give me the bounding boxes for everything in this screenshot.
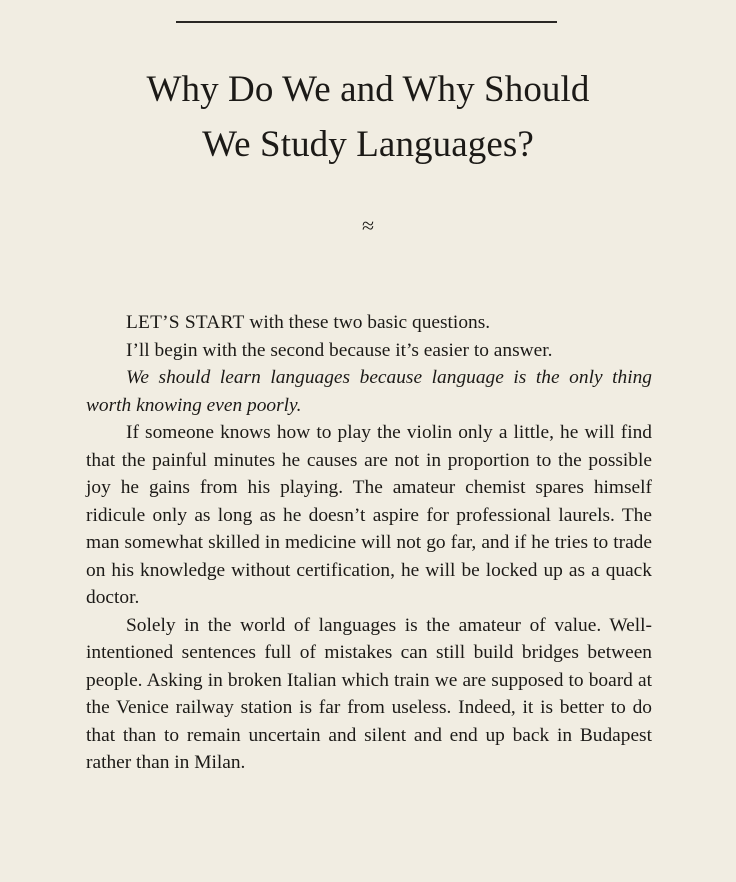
chapter-body bbox=[86, 309, 652, 777]
paragraph-1-lead: LET’S START bbox=[126, 312, 245, 333]
paragraph-5: Solely in the world of languages is the amateur of value. Well-intentioned sentences full of mistakes can still build bridges between people. Asking in broken Italian which train we are supposed to board at the Venice railway station is far from useless. Indeed, it is better to do that than to remain uncertain and silent and end up back in Budapest rather than in Milan. bbox=[86, 614, 652, 773]
chapter-title-line-1: Why Do We and Why Should bbox=[146, 69, 590, 110]
chapter-title bbox=[40, 62, 696, 172]
paragraph-3: We should learn languages because language is the only thing worth knowing even poorly. bbox=[86, 367, 652, 416]
ornament-icon: ≈ bbox=[361, 213, 375, 238]
paragraph-1 bbox=[86, 309, 652, 337]
chapter-title-line-2: We Study Languages? bbox=[202, 124, 534, 165]
paragraph-2: I’ll begin with the second because it’s easier to answer. bbox=[126, 339, 553, 361]
paragraph-4: If someone knows how to play the violin only a little, he will find that the painful minutes he causes are not in proportion to the possible joy he gains from his playing. The amateur chemist spares himself ridicule only as long as he doesn’t aspire for professional laurels. The man somewhat skilled in medicine will not go far, and if he tries to trade on his knowledge without certification, he will be locked up as a quack doctor. bbox=[86, 422, 652, 608]
top-rule bbox=[176, 21, 557, 23]
paragraph-1-text: with these two basic questions. bbox=[244, 312, 491, 333]
